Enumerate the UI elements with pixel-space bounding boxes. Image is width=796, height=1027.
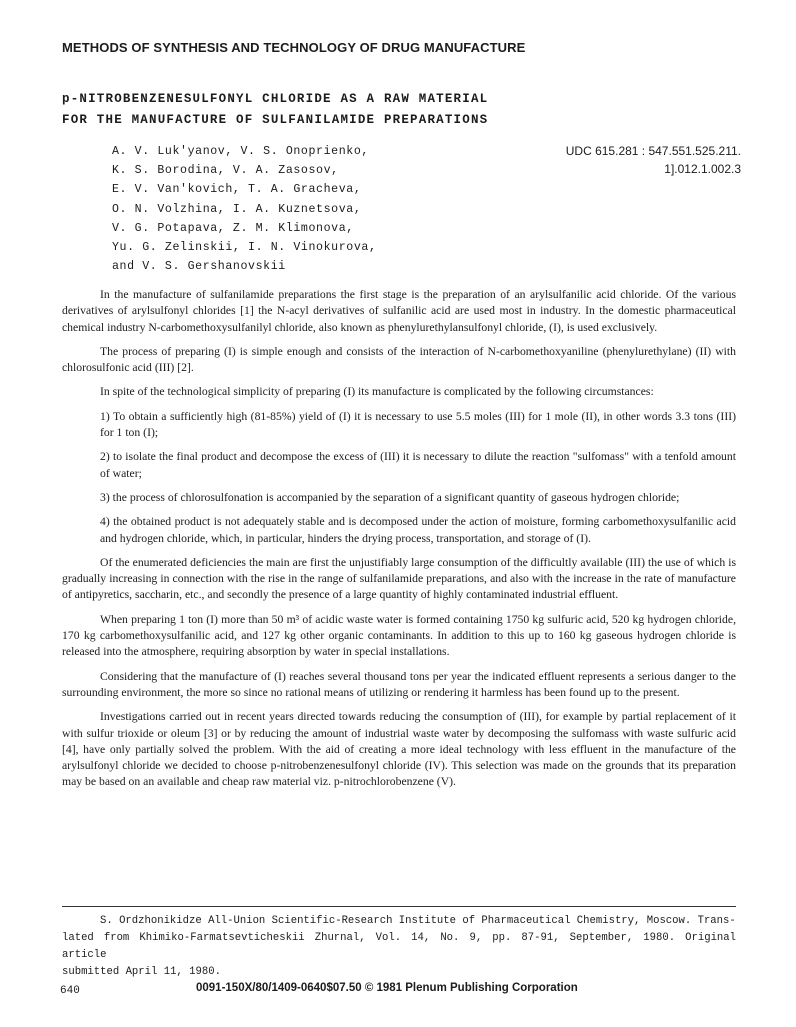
section-heading: METHODS OF SYNTHESIS AND TECHNOLOGY OF DRUG MANUFACTURE [62, 40, 526, 55]
udc-code [566, 142, 741, 178]
article-title [62, 89, 488, 131]
list-item: 3) the process of chlorosulfonation is accompanied by the separation of a significant quantity of gaseous hydrogen chloride; [100, 490, 680, 504]
author-line: O. N. Volzhina, I. A. Kuznetsova, [112, 202, 362, 216]
title-line: p-NITROBENZENESULFONYL CHLORIDE AS A RAW MATERIAL [62, 92, 489, 106]
body-paragraph: Investigations carried out in recent years directed towards reducing the consumption of (III), for example by partial replacement of it with sulfur trioxide or oleum [3] or by reducing the amount of industrial waste water by decomposing the sulfomass with waste sulfuric acid [4], have only partially solved the problem. With the aid of creating a more ideal technology with less effluent in the manufacture of the arylsulfonyl chloride we decided to choose p-nitrobenzenesulfonyl chloride (IV). This selection was made on the grounds that its preparation may be based on an available and cheap raw material viz. p-nitrochlorobenzene (V). [62, 710, 736, 789]
author-line: A. V. Luk'yanov, V. S. Onoprienko, [112, 145, 369, 158]
author-line: V. G. Potapava, Z. M. Klimonova, [112, 221, 354, 235]
page-number: 640 [60, 985, 80, 997]
list-item: 1) To obtain a sufficiently high (81-85%) yield of (I) it is necessary to use 5.5 moles (III) for 1 mole (II), in other words 3.3 tons (III) for 1 ton (I); [100, 409, 736, 440]
author-line: E. V. Van'kovich, T. A. Gracheva, [112, 183, 362, 197]
body-paragraph: Of the enumerated deficiencies the main are first the unjustifiably large consumption of the difficultly available (III) the use of which is gradually increasing in connection with the rise in the range of sulfanilamide preparations, and also with the increase in the rate of manufacture of antipyretics, saccharin, etc., and secondly the presence of a large quantity of highly contaminated industrial effluent. [62, 555, 736, 602]
list-item: 4) the obtained product is not adequately stable and is decomposed under the action of moisture, forming carbomethoxysulfanilic acid and hydrogen chloride, which, in particular, hinders the drying process, transportation, and storage of (I). [100, 515, 736, 545]
udc-line: UDC 615.281 : 547.551.525.211. [565, 144, 741, 158]
body-paragraph: In the manufacture of sulfanilamide preparations the first stage is the preparation of an arylsulfanilic acid chloride. Of the various derivatives of arylsulfonyl chlorides [1] the N-acyl derivatives of sulfanilic acid are used most in industry. In the domestic pharmaceutical chemical industry N-carbomethoxysulfanilyl chloride, also known as phenylurethylansulfonyl chloride, (I), is used exclusively. [62, 288, 736, 334]
author-list [112, 142, 377, 276]
affiliation-line: submitted April 11, 1980. [62, 966, 221, 978]
affiliation-line: lated from Khimiko-Farmatsevticheskii Zhurnal, Vol. 14, No. 9, pp. 87-91, September, 1980. Original article [62, 932, 736, 961]
author-line: and V. S. Gershanovskii [112, 260, 286, 274]
title-line: FOR THE MANUFACTURE OF SULFANILAMIDE PREPARATIONS [62, 113, 489, 127]
body-paragraph: Considering that the manufacture of (I) reaches several thousand tons per year the indicated effluent represents a serious danger to the surrounding environment, the more so since no rational means of utilizing or rendering it harmless has been found up to the present. [62, 669, 736, 699]
body-paragraph: In spite of the technological simplicity of preparing (I) its manufacture is complicated by the following circumstances: [100, 385, 654, 399]
udc-line: 1].012.1.002.3 [664, 162, 741, 176]
author-line: Yu. G. Zelinskii, I. N. Vinokurova, [112, 241, 377, 255]
list-item: 2) to isolate the final product and decompose the excess of (III) it is necessary to dilute the reaction "sulfomass" with a tenfold amount of water; [100, 450, 736, 480]
copyright-code: 0091-150X/80/1409-0640$07.50 © 1981 Plenum Publishing Corporation [196, 982, 578, 994]
affiliation-line: S. Ordzhonikidze All-Union Scientific-Research Institute of Pharmaceutical Chemistry, Moscow. Trans- [100, 915, 736, 927]
body-paragraph: When preparing 1 ton (I) more than 50 m³ of acidic waste water is formed containing 1750 kg sulfuric acid, 520 kg hydrogen chloride, 170 kg carbomethoxysulfanilic acid, and 127 kg other organic contaminants. In addition to this up to 160 kg gaseous hydrogen chloride is released into the atmosphere, requiring absorption by water in special installations. [62, 612, 736, 659]
author-line: K. S. Borodina, V. A. Zasosov, [112, 164, 339, 178]
footnote-divider [62, 906, 736, 907]
article-body [62, 287, 736, 799]
affiliation-footnote [62, 913, 736, 981]
body-paragraph: The process of preparing (I) is simple enough and consists of the interaction of N-carbomethoxyaniline (phenylurethylane) (II) with chlorosulfonic acid (III) [2]. [62, 344, 736, 375]
